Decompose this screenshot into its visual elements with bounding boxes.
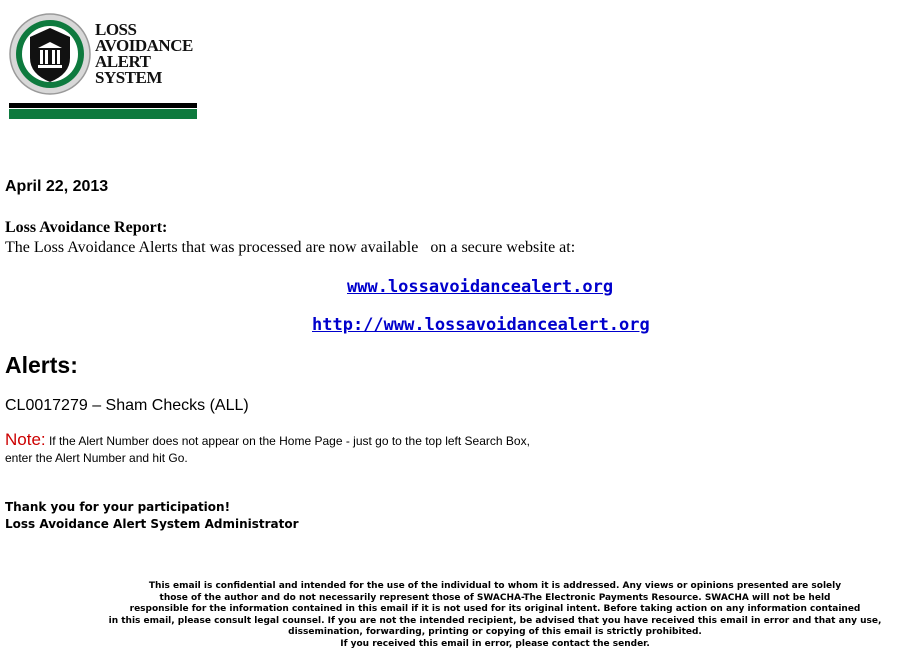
- report-heading: Loss Avoidance Report:: [5, 219, 168, 236]
- report-date: April 22, 2013: [5, 178, 109, 195]
- disclaimer-line: If you received this email in error, please contact the sender.: [340, 638, 650, 649]
- logo-line-2: AVOIDANCE: [95, 36, 193, 55]
- logo-line-4: SYSTEM: [95, 68, 162, 87]
- logo-line-3: ALERT: [95, 52, 151, 71]
- disclaimer-line: responsible for the information contained in this email if it is not used for its original intent. Before taking action on any information contained: [129, 604, 861, 614]
- logo-bar-green: [9, 109, 197, 119]
- thanks-line: Thank you for your participation!: [5, 500, 231, 514]
- disclaimer-line: those of the author and do not necessarily represent those of SWACHA-The Electronic Payments Resource. SWACHA will not be held: [159, 592, 831, 603]
- report-body: The Loss Avoidance Alerts that was processed are now available on a secure website at:: [5, 239, 576, 256]
- signature-line: Loss Avoidance Alert System Administrator: [5, 517, 299, 531]
- logo-wordmark: [95, 22, 193, 86]
- website-link-http[interactable]: http://www.lossavoidancealert.org: [312, 315, 650, 335]
- disclaimer-line: in this email, please consult legal counsel. If you are not the intended recipient, be advised that you have received this email in error and that any use,: [108, 615, 882, 626]
- logo: [9, 12, 199, 120]
- note: [5, 431, 625, 467]
- logo-line-1: LOSS: [95, 20, 137, 39]
- disclaimer-line: This email is confidential and intended for the use of the individual to whom it is addressed. Any views or opinions presented are solely: [148, 581, 842, 591]
- disclaimer: [100, 581, 890, 650]
- note-text-2: enter the Alert Number and hit Go.: [5, 451, 188, 465]
- note-text: If the Alert Number does not appear on the Home Page - just go to the top left Search Box,: [45, 434, 530, 448]
- website-link[interactable]: www.lossavoidancealert.org: [347, 277, 614, 297]
- alert-item: CL0017279 – Sham Checks (ALL): [5, 397, 249, 414]
- thanks-block: [5, 499, 299, 533]
- disclaimer-line: dissemination, forwarding, printing or copying of this email is strictly prohibited.: [288, 627, 702, 637]
- shield-columns-icon: [9, 12, 91, 96]
- logo-bar-black: [9, 103, 197, 108]
- alerts-heading: Alerts:: [5, 352, 78, 378]
- note-label: Note:: [5, 430, 46, 449]
